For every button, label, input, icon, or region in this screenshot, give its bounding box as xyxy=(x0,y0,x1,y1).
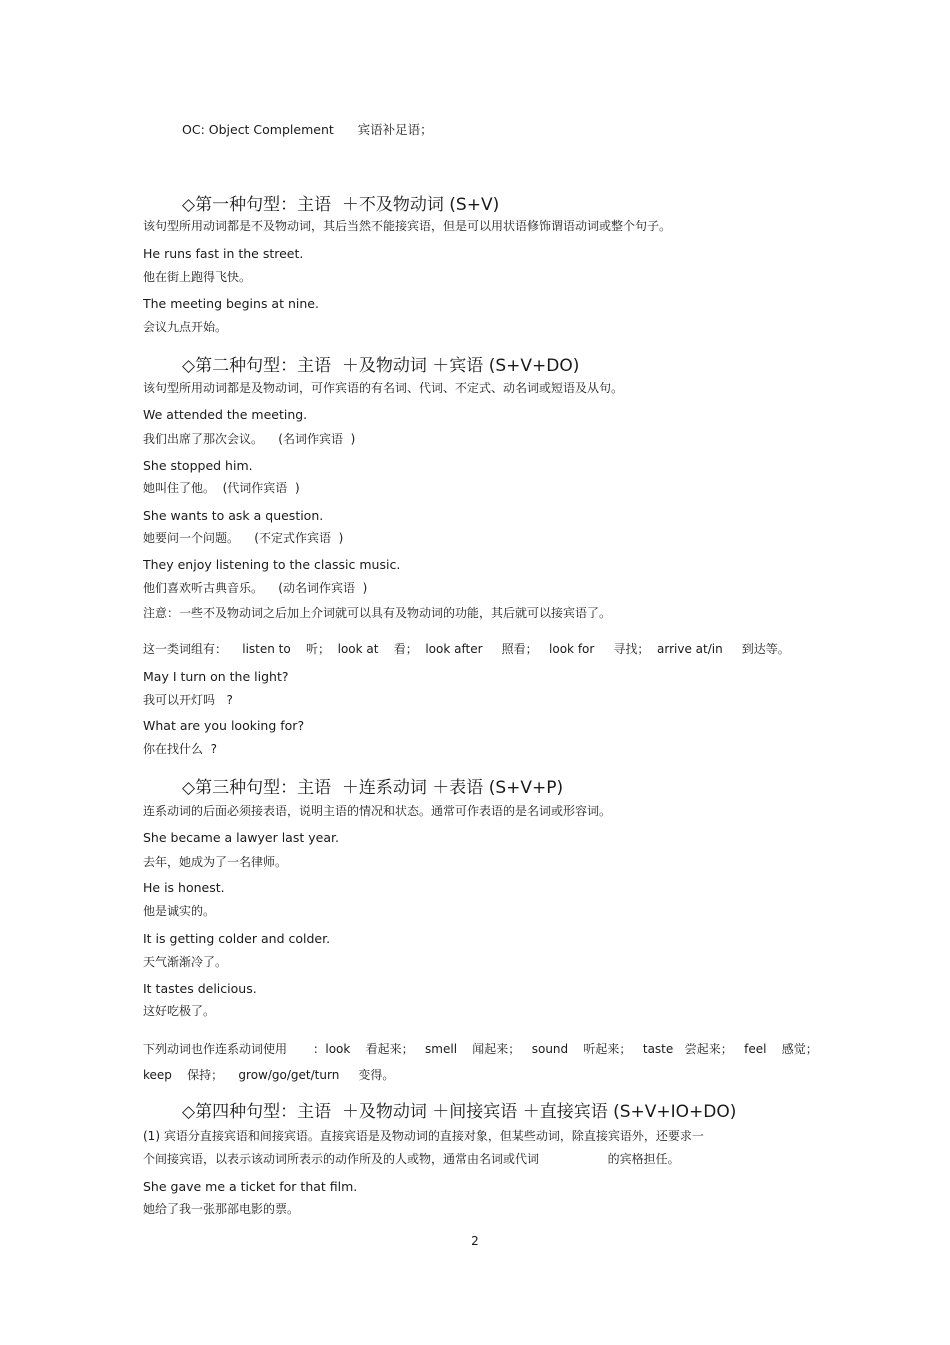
note-text: 注意：一些不及物动词之后加上介词就可以具有及物动词的功能，其后就可以接宾语了。 xyxy=(143,606,612,620)
example-english: May I turn on the light? xyxy=(143,669,289,684)
section-heading-1: ◇第一种句型：主语 ＋不及物动词 (S+V) xyxy=(182,195,500,215)
example-chinese: 你在找什么 ? xyxy=(143,742,217,756)
example-chinese: 她叫住了他。 (代词作宾语 ) xyxy=(143,481,300,495)
oc-definition: OC: Object Complement 宾语补足语； xyxy=(182,122,433,137)
example-english: We attended the meeting. xyxy=(143,407,308,422)
page-number: 2 xyxy=(471,1234,479,1248)
example-chinese: 天气渐渐冷了。 xyxy=(143,955,228,969)
example-chinese: 会议九点开始。 xyxy=(143,320,228,334)
phrase-list: 这一类词组有： listen to 听； look at 看； look after 照看； look for 寻找； arrive at/in 到达等。 xyxy=(143,642,790,656)
example-chinese: 我可以开灯吗 ? xyxy=(143,693,233,707)
linking-verbs-list: 下列动词也作连系动词使用 : look 看起来； smell 闻起来； sound 听起来； taste 尝起来； feel 感觉； xyxy=(143,1042,818,1056)
example-english: The meeting begins at nine. xyxy=(143,296,319,311)
example-english: She stopped him. xyxy=(143,458,253,473)
example-chinese: 她要问一个问题。 (不定式作宾语 ) xyxy=(143,531,344,545)
section-description: 该句型所用动词都是及物动词，可作宾语的有名词、代词、不定式、动名词或短语及从句。 xyxy=(143,381,624,395)
example-chinese: 他在街上跑得飞快。 xyxy=(143,270,252,284)
example-chinese: 这好吃极了。 xyxy=(143,1004,216,1018)
example-chinese: 去年，她成为了一名律师。 xyxy=(143,855,288,869)
section-heading-4: ◇第四种句型：主语 ＋及物动词 ＋间接宾语 ＋直接宾语 (S+V+IO+DO) xyxy=(182,1102,737,1122)
example-english: She wants to ask a question. xyxy=(143,508,324,523)
example-english: It tastes delicious. xyxy=(143,981,257,996)
section-description: 连系动词的后面必须接表语，说明主语的情况和状态。通常可作表语的是名词或形容词。 xyxy=(143,804,612,818)
linking-verbs-list-cont: keep 保持； grow/go/get/turn 变得。 xyxy=(143,1068,395,1082)
section-description: (1) 宾语分直接宾语和间接宾语。直接宾语是及物动词的直接对象，但某些动词，除直接宾语外，还要求一 xyxy=(143,1129,704,1143)
example-english: They enjoy listening to the classic music. xyxy=(143,557,401,572)
example-chinese: 他们喜欢听古典音乐。 (动名词作宾语 ) xyxy=(143,581,368,595)
example-english: What are you looking for? xyxy=(143,718,305,733)
example-english: He runs fast in the street. xyxy=(143,246,304,261)
example-english: It is getting colder and colder. xyxy=(143,931,331,946)
section-description-cont: 个间接宾语，以表示该动词所表示的动作所及的人或物，通常由名词或代词 的宾格担任。 xyxy=(143,1152,680,1166)
example-chinese: 我们出席了那次会议。 (名词作宾语 ) xyxy=(143,432,356,446)
example-english: He is honest. xyxy=(143,880,225,895)
section-description: 该句型所用动词都是不及物动词，其后当然不能接宾语，但是可以用状语修饰谓语动词或整个句子。 xyxy=(143,219,672,233)
example-english: She became a lawyer last year. xyxy=(143,830,339,845)
example-chinese: 他是诚实的。 xyxy=(143,904,216,918)
section-heading-3: ◇第三种句型：主语 ＋连系动词 ＋表语 (S+V+P) xyxy=(182,778,564,798)
example-chinese: 她给了我一张那部电影的票。 xyxy=(143,1202,300,1216)
section-heading-2: ◇第二种句型：主语 ＋及物动词 ＋宾语 (S+V+DO) xyxy=(182,356,580,376)
example-english: She gave me a ticket for that film. xyxy=(143,1179,358,1194)
